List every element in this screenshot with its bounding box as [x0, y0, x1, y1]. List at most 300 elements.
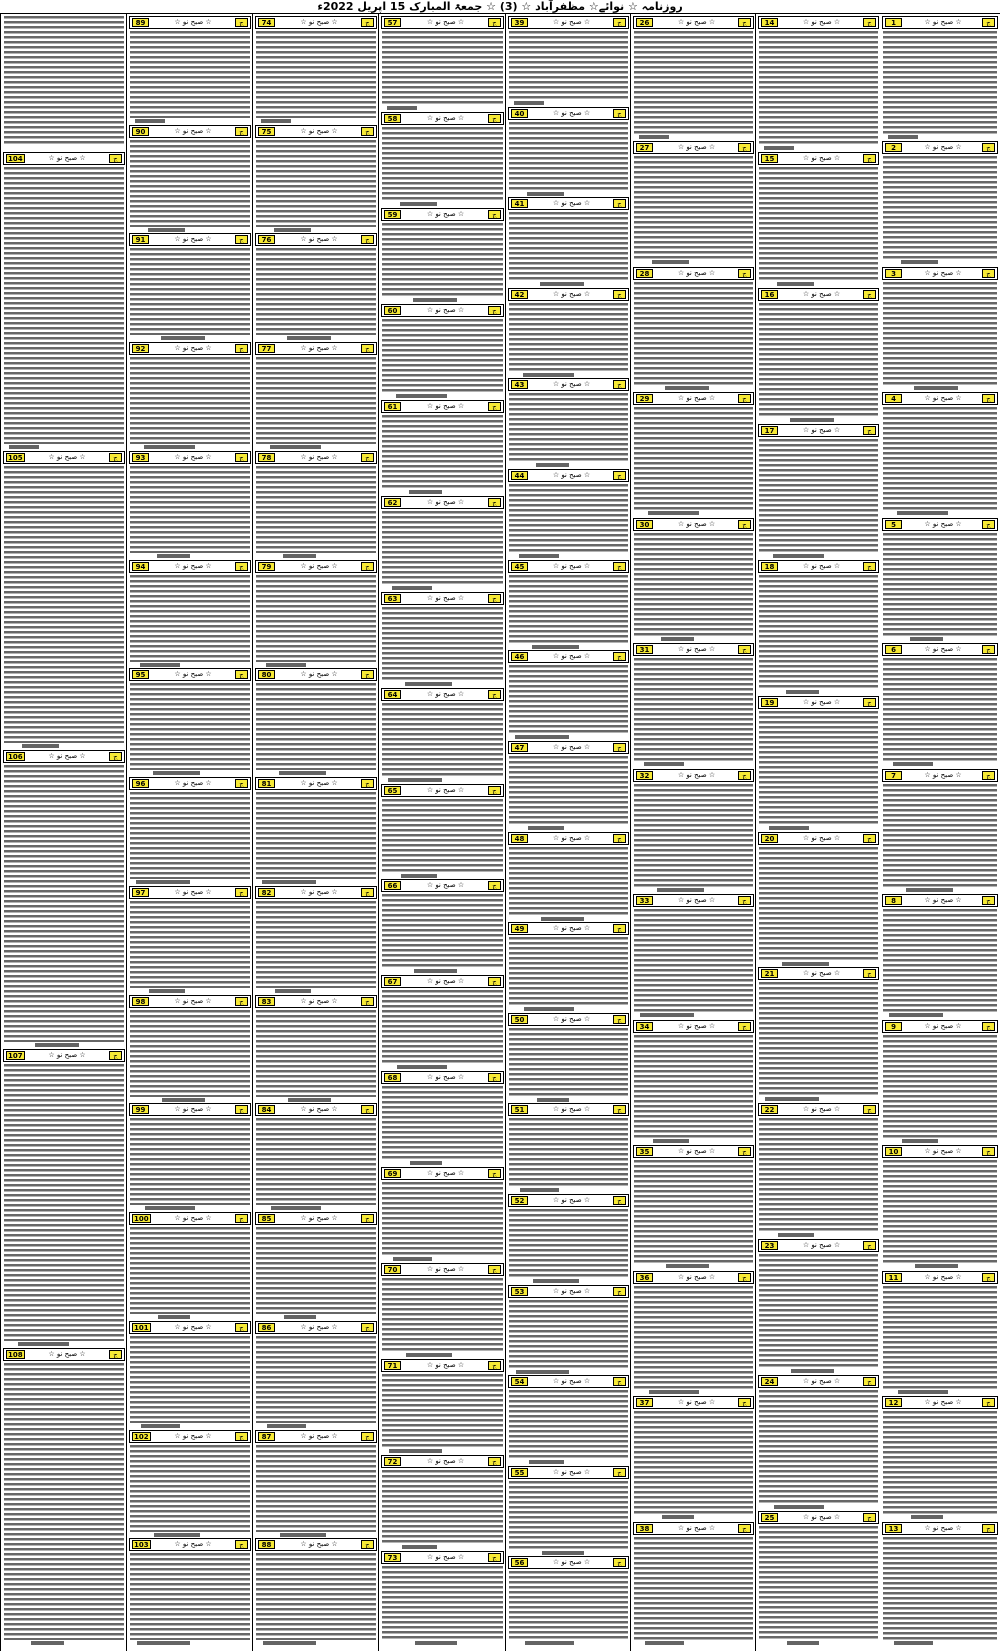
ad-header-label: ☆ صبح نو ☆ [924, 269, 962, 277]
ad-number-badge: 78 [258, 453, 275, 462]
ad-header [508, 1013, 629, 1026]
ad-number-badge: 73 [384, 1553, 401, 1562]
ad-corner-badge: ج [488, 306, 501, 315]
ad-number-badge: 53 [511, 1287, 528, 1296]
classified-ad [506, 469, 631, 560]
ad-number-badge: 37 [636, 1398, 653, 1407]
ad-body-text [130, 792, 250, 879]
classified-ad [127, 16, 253, 125]
classified-ad [756, 288, 881, 424]
ad-header-label: ☆ صبح نو ☆ [552, 1468, 591, 1476]
column-7 [126, 14, 253, 1651]
ad-signature-line [791, 1369, 834, 1373]
classified-ad [631, 769, 756, 894]
ad-number-badge: 61 [384, 402, 401, 411]
ad-corner-badge: ج [613, 18, 626, 27]
ad-header-label: ☆ صبح نو ☆ [677, 1398, 716, 1406]
ad-signature-line [889, 1013, 943, 1017]
ad-signature-line [284, 1315, 316, 1319]
ad-signature-line [769, 826, 809, 830]
ad-body-text [130, 1553, 250, 1640]
ad-header [758, 832, 879, 845]
ad-body-text [130, 1445, 250, 1532]
classified-ad [880, 1522, 1000, 1647]
ad-header [882, 518, 998, 531]
ad-signature-line [158, 1315, 190, 1319]
ad-header [758, 288, 879, 301]
ad-number-badge: 31 [636, 645, 653, 654]
classified-ad [631, 1396, 756, 1521]
ad-signature-line [649, 1390, 699, 1394]
ad-header [381, 784, 504, 797]
continued-text-block [4, 16, 124, 146]
ad-header [129, 995, 251, 1008]
ad-body-text [634, 658, 753, 761]
ad-corner-badge: ج [613, 834, 626, 843]
ad-signature-line [280, 1533, 326, 1537]
ad-body-text [256, 575, 376, 662]
ad-corner-badge: ج [109, 453, 122, 462]
ad-header [381, 879, 504, 892]
ad-number-badge: 68 [384, 1073, 401, 1082]
ad-signature-line [911, 1515, 943, 1519]
ad-header [758, 1103, 879, 1116]
ad-number-badge: 27 [636, 143, 653, 152]
ad-header [633, 267, 754, 280]
ad-header-label: ☆ صبح نو ☆ [677, 1022, 716, 1030]
ad-header [381, 1167, 504, 1180]
ad-number-badge: 65 [384, 786, 401, 795]
classified-ad [379, 112, 506, 208]
ad-body-text [509, 122, 628, 191]
ad-number-badge: 48 [511, 834, 528, 843]
ad-signature-line [389, 1449, 442, 1453]
ad-header [633, 1522, 754, 1535]
ad-signature-line [405, 682, 452, 686]
ad-body-text [382, 31, 503, 105]
classified-ad [1, 1348, 127, 1647]
ad-body-text [883, 658, 997, 761]
ad-header-label: ☆ صبح نو ☆ [426, 498, 465, 506]
ad-header [381, 496, 504, 509]
ad-corner-badge: ج [613, 109, 626, 118]
classified-ad [379, 592, 506, 688]
ad-corner-badge: ج [235, 562, 248, 571]
ad-body-text [759, 1526, 878, 1640]
ad-corner-badge: ج [982, 896, 995, 905]
ad-signature-line [154, 1533, 200, 1537]
ad-header-label: ☆ صبح نو ☆ [48, 752, 86, 760]
ad-header [129, 1212, 251, 1225]
ad-header [508, 1194, 629, 1207]
ad-header [255, 233, 377, 246]
ad-body-text [256, 466, 376, 553]
ad-signature-line [888, 135, 918, 139]
ad-signature-line [773, 554, 824, 558]
ad-body-text [382, 1470, 503, 1544]
classified-ad [506, 922, 631, 1013]
ad-body-text [634, 784, 753, 887]
classified-ad [506, 1466, 631, 1557]
ad-header [508, 1375, 629, 1388]
classified-ad [880, 392, 1000, 517]
ad-number-badge: 82 [258, 888, 275, 897]
classified-ad [127, 451, 253, 560]
ad-corner-badge: ج [863, 426, 876, 435]
ad-header [758, 16, 879, 29]
ad-header-label: ☆ صبح نو ☆ [924, 1398, 962, 1406]
ad-signature-line [387, 106, 417, 110]
classified-ad [253, 560, 379, 669]
ad-header [255, 886, 377, 899]
ad-corner-badge: ج [488, 1169, 501, 1178]
ad-number-badge: 75 [258, 127, 275, 136]
ad-number-badge: 74 [258, 18, 275, 27]
ad-signature-line [516, 1370, 569, 1374]
ad-header [3, 1049, 125, 1062]
ad-number-badge: 11 [885, 1273, 902, 1282]
ad-signature-line [653, 1139, 689, 1143]
classified-ad [379, 1071, 506, 1167]
ad-body-text [256, 1118, 376, 1205]
ad-header-label: ☆ صبح نو ☆ [677, 1147, 716, 1155]
classified-ad [127, 560, 253, 669]
ad-number-badge: 25 [761, 1513, 778, 1522]
ad-body-text [509, 212, 628, 281]
classified-ad [880, 141, 1000, 266]
ad-corner-badge: ج [361, 1540, 374, 1549]
ad-signature-line [267, 1424, 306, 1428]
classified-ad [631, 16, 756, 141]
ad-body-text [883, 156, 997, 259]
ad-header [129, 1321, 251, 1334]
ad-number-badge: 89 [132, 18, 149, 27]
ad-body-text [509, 31, 628, 100]
ad-header [3, 152, 125, 165]
ad-number-badge: 15 [761, 154, 778, 163]
ad-header-label: ☆ صبح نو ☆ [174, 888, 212, 896]
ad-body-text [883, 407, 997, 510]
ad-body-text [382, 511, 503, 585]
ad-number-badge: 107 [8, 1052, 23, 1060]
ad-body-text [256, 31, 376, 118]
classified-ad [631, 518, 756, 643]
ad-header [129, 668, 251, 681]
classified-ad [379, 304, 506, 400]
ad-body-text [256, 1010, 376, 1097]
ad-number-badge: 30 [636, 520, 653, 529]
ad-corner-badge: ج [863, 290, 876, 299]
ad-body-text [634, 1286, 753, 1389]
ad-body-text [130, 1227, 250, 1314]
ad-corner-badge: ج [235, 997, 248, 1006]
ad-corner-badge: ج [738, 1273, 751, 1282]
ad-signature-line [409, 490, 442, 494]
ad-body-text [382, 1566, 503, 1640]
ad-header [255, 125, 377, 138]
ad-number-badge: 14 [761, 18, 778, 27]
ad-body-text [130, 683, 250, 770]
ad-body-text [130, 357, 250, 444]
ad-header [633, 769, 754, 782]
ad-corner-badge: ج [863, 154, 876, 163]
ad-header [129, 1430, 251, 1443]
ad-corner-badge: ج [235, 1214, 248, 1223]
ad-header [508, 1556, 629, 1569]
ad-header-label: ☆ صبح نو ☆ [552, 1015, 591, 1023]
ad-header [129, 16, 251, 29]
ad-signature-line [523, 373, 574, 377]
ad-header [758, 560, 879, 573]
ad-corner-badge: ج [488, 114, 501, 123]
classified-ad [506, 1285, 631, 1376]
ad-header [255, 1430, 377, 1443]
ad-header-label: ☆ صبح نو ☆ [552, 1377, 591, 1385]
ad-header [381, 592, 504, 605]
ad-corner-badge: ج [235, 1323, 248, 1332]
ad-body-text [759, 1390, 878, 1504]
ad-body-text [382, 894, 503, 968]
ad-header-label: ☆ صبح نو ☆ [924, 1273, 962, 1281]
classified-ad [379, 496, 506, 592]
ad-header-label: ☆ صبح نو ☆ [924, 645, 962, 653]
ad-body-text [382, 1182, 503, 1256]
ad-header [508, 378, 629, 391]
ad-body-text [883, 31, 997, 134]
ad-signature-line [898, 1390, 948, 1394]
ad-corner-badge: ج [235, 1432, 248, 1441]
ad-body-text [130, 575, 250, 662]
classified-ad [127, 1212, 253, 1321]
ad-signature-line [765, 1097, 819, 1101]
ad-corner-badge: ج [982, 520, 995, 529]
ad-corner-badge: ج [488, 881, 501, 890]
ad-body-text [883, 1411, 997, 1514]
ad-signature-line [288, 1098, 331, 1102]
ad-header-label: ☆ صبح نو ☆ [300, 670, 338, 678]
ad-header-label: ☆ صبح نو ☆ [552, 18, 591, 26]
ad-body-text [130, 1010, 250, 1097]
ad-corner-badge: ج [235, 127, 248, 136]
classified-ad [506, 1375, 631, 1466]
ad-corner-badge: ج [613, 1287, 626, 1296]
ad-header [129, 1103, 251, 1116]
ad-number-badge: 91 [132, 235, 149, 244]
ad-signature-line [145, 1206, 195, 1210]
classified-ad [631, 1522, 756, 1647]
ad-signature-line [662, 1515, 694, 1519]
ad-number-badge: 45 [511, 562, 528, 571]
ad-header [381, 1263, 504, 1276]
ad-corner-badge: ج [109, 154, 122, 163]
ad-signature-line [520, 1188, 559, 1192]
ad-corner-badge: ج [109, 1350, 122, 1359]
ad-corner-badge: ج [488, 977, 501, 986]
ad-body-text [382, 1278, 503, 1352]
classified-ad [506, 1194, 631, 1285]
classified-ad [506, 16, 631, 107]
ad-header-label: ☆ صبح نو ☆ [677, 1273, 716, 1281]
ad-signature-line [529, 1460, 564, 1464]
ad-corner-badge: ج [361, 1214, 374, 1223]
ad-corner-badge: ج [613, 471, 626, 480]
ad-corner-badge: ج [738, 394, 751, 403]
ad-number-badge: 63 [384, 594, 401, 603]
classified-ad [631, 643, 756, 768]
ad-corner-badge: ج [738, 1524, 751, 1533]
ad-number-badge: 70 [384, 1265, 401, 1274]
ad-signature-line [22, 744, 59, 748]
ad-body-text [759, 847, 878, 961]
ad-body-text [382, 990, 503, 1064]
ad-body-text [634, 533, 753, 636]
ad-body-text [634, 909, 753, 1012]
ad-body-text [759, 439, 878, 553]
ad-corner-badge: ج [361, 670, 374, 679]
ad-signature-line [542, 1551, 584, 1555]
ad-body-text [634, 1537, 753, 1640]
ad-header [381, 1359, 504, 1372]
ad-corner-badge: ج [613, 1468, 626, 1477]
ad-header-label: ☆ صبح نو ☆ [802, 698, 841, 706]
ad-header [758, 424, 879, 437]
classified-ad [379, 688, 506, 784]
ad-number-badge: 88 [258, 1540, 275, 1549]
ad-corner-badge: ج [361, 235, 374, 244]
ad-signature-line [524, 1007, 574, 1011]
classified-ad [880, 1396, 1000, 1521]
ad-header [882, 1396, 998, 1409]
ad-corner-badge: ج [361, 888, 374, 897]
ad-signature-line [162, 1098, 205, 1102]
ad-header-label: ☆ صبح نو ☆ [300, 344, 338, 352]
ad-signature-line [393, 1257, 432, 1261]
ad-number-badge: 10 [885, 1147, 902, 1156]
ad-corner-badge: ج [982, 771, 995, 780]
ad-number-badge: 46 [511, 652, 528, 661]
ad-corner-badge: ج [863, 1241, 876, 1250]
ad-body-text [883, 1160, 997, 1263]
ad-corner-badge: ج [613, 743, 626, 752]
ad-signature-line [525, 1641, 574, 1645]
ad-header-label: ☆ صبح نو ☆ [174, 1432, 212, 1440]
ad-body-text [509, 665, 628, 734]
ad-corner-badge: ج [613, 1558, 626, 1567]
ad-number-badge: 80 [258, 670, 275, 679]
ad-corner-badge: ج [738, 18, 751, 27]
ad-body-text [634, 1160, 753, 1263]
ad-header [633, 518, 754, 531]
ad-corner-badge: ج [613, 1015, 626, 1024]
ad-number-badge: 103 [134, 1541, 149, 1549]
classified-ad [253, 451, 379, 560]
classified-ad [506, 1103, 631, 1194]
ad-number-badge: 92 [132, 344, 149, 353]
ad-header-label: ☆ صبح نو ☆ [802, 969, 841, 977]
ad-header [882, 267, 998, 280]
ad-signature-line [514, 101, 544, 105]
ad-number-badge: 67 [384, 977, 401, 986]
ad-body-text [509, 756, 628, 825]
ad-header [882, 16, 998, 29]
ad-signature-line [144, 445, 195, 449]
ad-body-text [382, 607, 503, 681]
masthead [0, 0, 1000, 14]
ad-number-badge: 40 [511, 109, 528, 118]
ad-signature-line [157, 554, 190, 558]
classified-ad [631, 392, 756, 517]
classified-ad [631, 1271, 756, 1396]
ad-header-label: ☆ صبح نو ☆ [48, 1350, 86, 1358]
ad-signature-line [270, 445, 321, 449]
ad-header [129, 342, 251, 355]
ad-signature-line [906, 888, 953, 892]
ad-header [508, 741, 629, 754]
classified-ad [880, 267, 1000, 392]
ad-header [129, 125, 251, 138]
ad-number-badge: 84 [258, 1105, 275, 1114]
ad-header-label: ☆ صبح نو ☆ [924, 1524, 962, 1532]
ad-header-label: ☆ صبح نو ☆ [426, 1169, 465, 1177]
ad-body-text [883, 533, 997, 636]
ad-corner-badge: ج [613, 1377, 626, 1386]
ad-signature-line [893, 762, 933, 766]
classified-ad [506, 197, 631, 288]
ad-signature-line [764, 146, 794, 150]
ad-header [3, 451, 125, 464]
ad-number-badge: 38 [636, 1524, 653, 1533]
ad-corner-badge: ج [361, 127, 374, 136]
ad-header-label: ☆ صبح نو ☆ [552, 471, 591, 479]
ad-corner-badge: ج [863, 1105, 876, 1114]
ad-signature-line [528, 826, 564, 830]
ad-header [255, 777, 377, 790]
classified-ad [631, 894, 756, 1019]
ad-header [255, 342, 377, 355]
ad-number-badge: 2 [885, 143, 902, 152]
ad-body-text [130, 248, 250, 335]
ad-signature-line [915, 1264, 958, 1268]
ad-corner-badge: ج [235, 670, 248, 679]
ad-signature-line [263, 1641, 316, 1645]
ad-signature-line [515, 735, 569, 739]
ad-header-label: ☆ صبح نو ☆ [174, 779, 212, 787]
ad-body-text [883, 1035, 997, 1138]
ad-corner-badge: ج [361, 1105, 374, 1114]
ad-signature-line [266, 663, 306, 667]
ad-header-label: ☆ صبح نو ☆ [552, 109, 591, 117]
ad-body-text [509, 575, 628, 644]
classified-ad [253, 1103, 379, 1212]
classified-ad [506, 560, 631, 651]
ad-body-text [4, 765, 124, 1042]
ad-corner-badge: ج [235, 344, 248, 353]
classified-ad [253, 1538, 379, 1647]
ad-body-text [759, 31, 878, 145]
ad-header-label: ☆ صبح نو ☆ [426, 786, 465, 794]
ad-number-badge: 1 [885, 18, 902, 27]
ad-header [381, 1071, 504, 1084]
ad-corner-badge: ج [982, 143, 995, 152]
classified-ad [1, 451, 127, 750]
ad-header [381, 208, 504, 221]
ad-number-badge: 19 [761, 698, 778, 707]
ad-signature-line [275, 989, 311, 993]
ad-body-text [883, 784, 997, 887]
ad-body-text [759, 1118, 878, 1232]
column-3 [630, 14, 756, 1651]
ad-number-badge: 71 [384, 1361, 401, 1370]
